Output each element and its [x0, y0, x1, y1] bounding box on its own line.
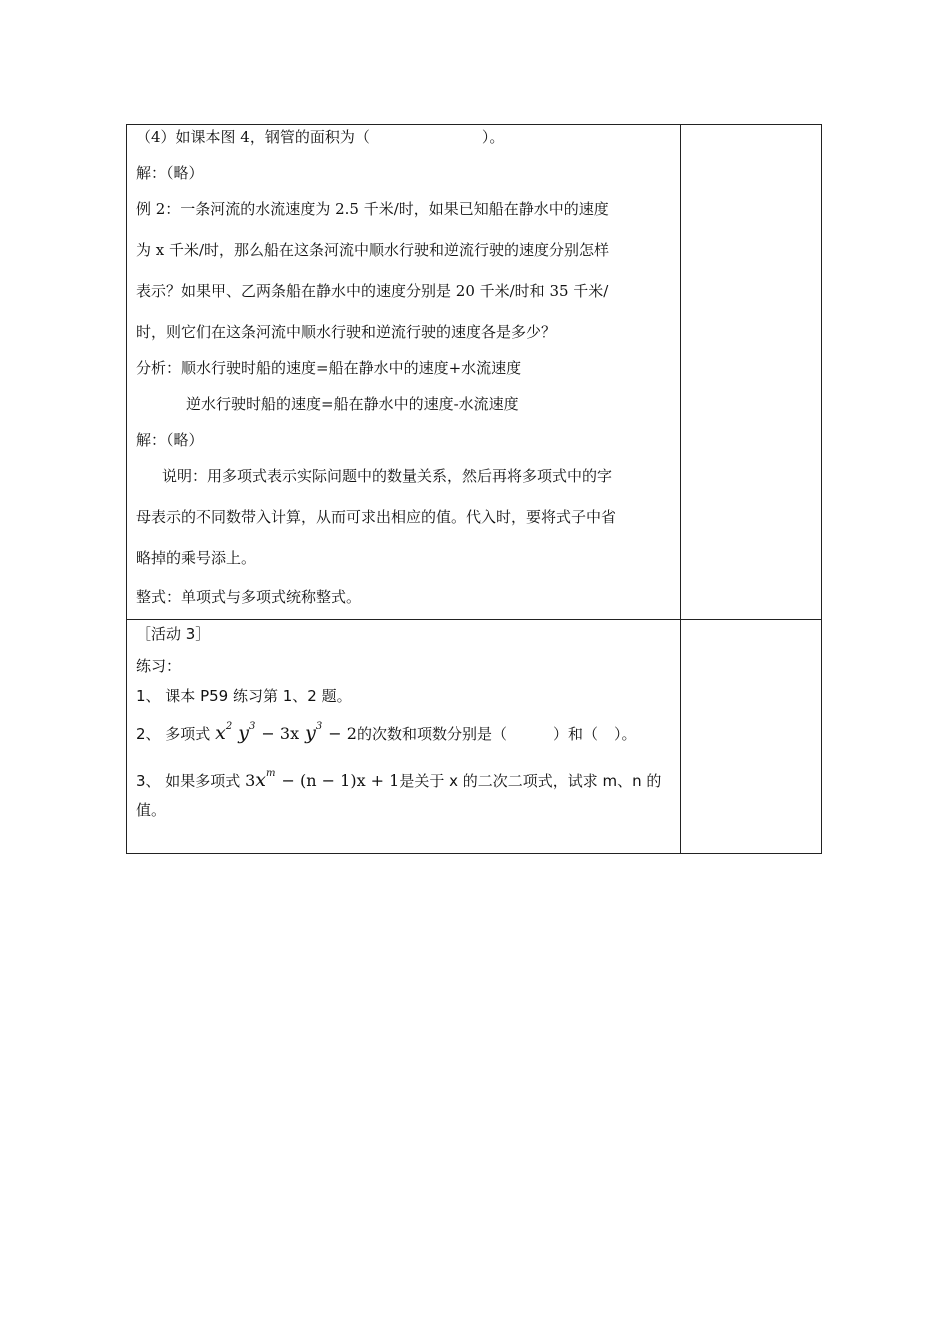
text-line: [136, 127, 672, 147]
exercise-1: 1、 课本 P59 练习第 1、2 题。: [136, 687, 352, 705]
text-line: 解：（略）: [136, 164, 204, 182]
text-line: 分析：顺水行驶时船的速度=船在静水中的速度+水流速度: [136, 359, 522, 377]
text-line: 略掉的乘号添上。: [136, 549, 257, 567]
practice-label: 练习：: [136, 657, 182, 675]
polynomial-formula: $x^2$ $y^3 - 3x$ $y^3 - 2$: [215, 721, 357, 744]
text-line: 例 2：一条河流的水流速度为 2.5 千米/时，如果已知船在静水中的速度: [136, 200, 609, 218]
text-line: 表示？如果甲、乙两条船在静水中的速度分别是 20 千米/时和 35 千米/: [136, 282, 609, 300]
text-line: 解：（略）: [136, 431, 204, 449]
text-line: 母表示的不同数带入计算，从而可求出相应的值。代入时，要将式子中省: [136, 508, 617, 526]
lesson-table: [126, 124, 822, 854]
text-line: 时，则它们在这条河流中顺水行驶和逆流行驶的速度各是多少？: [136, 323, 557, 341]
question-text: （4）如课本图 4，钢管的面积为（: [136, 128, 370, 146]
table-row: [127, 125, 822, 620]
content-cell: [127, 620, 681, 854]
exercise-3-cont: 值。: [136, 801, 167, 819]
table-row: [127, 620, 822, 854]
text-line: 逆水行驶时船的速度=船在静水中的速度-水流速度: [186, 395, 519, 413]
text-line: 整式：单项式与多项式统称整式。: [136, 588, 362, 606]
notes-cell: [681, 620, 822, 854]
polynomial-formula: $3x^m - (n - 1)x + 1$: [245, 768, 400, 791]
question-end: ）。: [481, 128, 505, 146]
text-line: 为 x 千米/时，那么船在这条河流中顺水行驶和逆流行驶的速度分别怎样: [136, 241, 610, 259]
exercise-3: 3、 如果多项式 $3x^m - (n - 1)x + 1$是关于 x 的二次二项式，试求 m、n 的: [136, 768, 662, 791]
text-line: 说明：用多项式表示实际问题中的数量关系，然后再将多项式中的字: [162, 467, 613, 485]
content-cell: [127, 125, 681, 620]
notes-cell: [681, 125, 822, 620]
activity-heading: ［活动 3］: [136, 625, 211, 643]
exercise-2: 2、 多项式 $x^2$ $y^3 - 3x$ $y^3 - 2$的次数和项数分别是（ ）和（ ）。: [136, 721, 637, 744]
